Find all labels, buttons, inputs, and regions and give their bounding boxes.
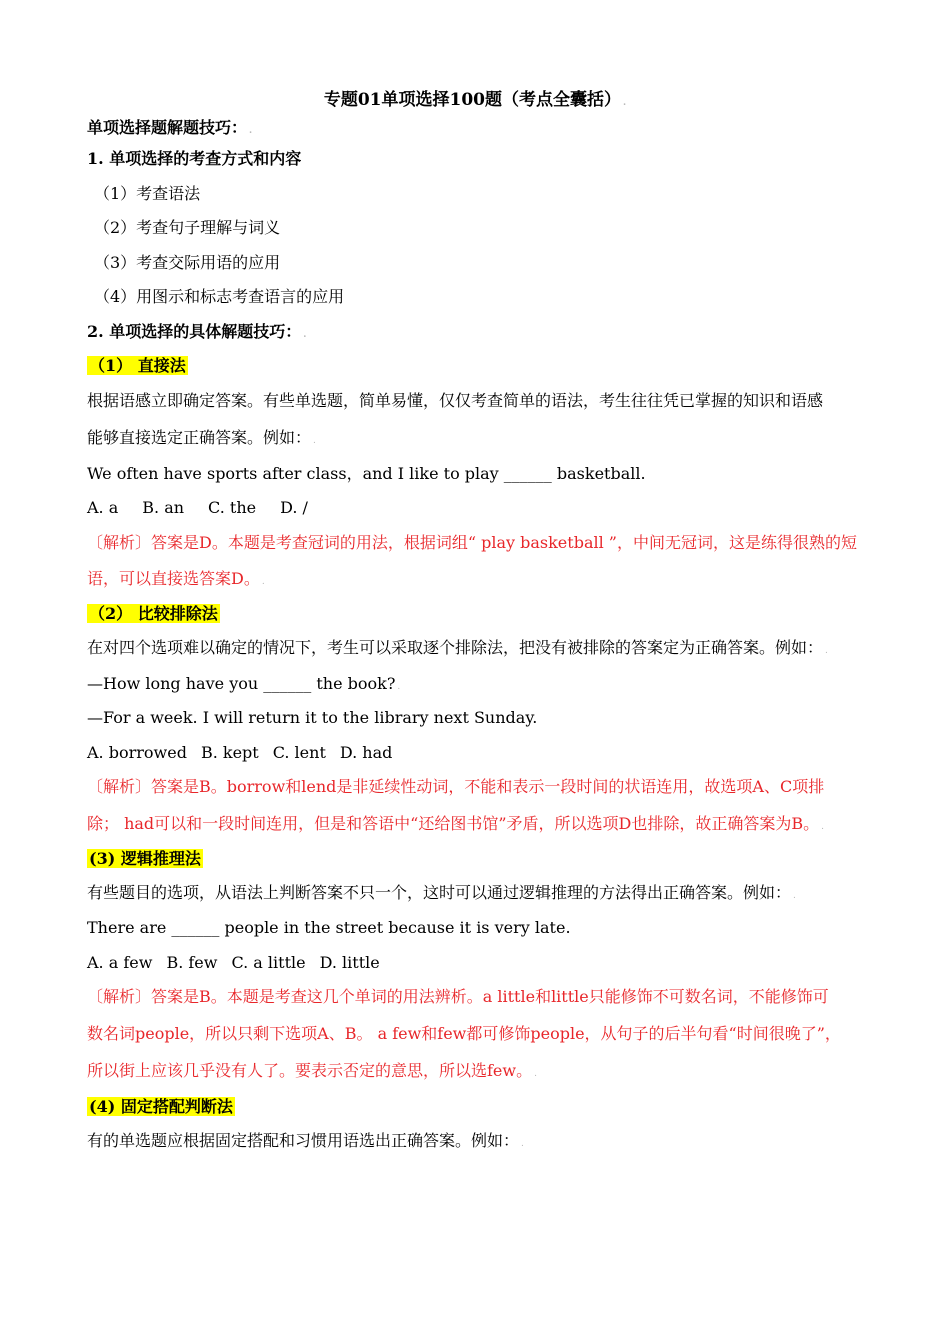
section1-heading: 1. 单项选择的考查方式和内容 — [87, 149, 302, 168]
method1-analysis: 语，可以直接选答案D。 . — [87, 569, 265, 588]
method1-options — [87, 497, 332, 519]
page-title: 专题01单项选择100题（考点全囊括） . — [323, 90, 627, 110]
method3-analysis: 〔解析〕答案是B。本题是考查这几个单词的用法辨析。a little和little只能修饰不可数名词，不能修饰可 — [87, 987, 829, 1006]
method1-label: （1） 直接法 — [89, 356, 186, 375]
method4-label: (4) 固定搭配判断法 — [89, 1097, 233, 1116]
method2-analysis: 除； had可以和一段时间连用，但是和答语中“还给图书馆”矛盾，所以选项D也排除，故正确答案为B。 . — [87, 814, 824, 833]
option: A. a — [87, 498, 119, 517]
option: B. few — [166, 953, 218, 972]
method1-question: We often have sports after class，and I like to play ______ basketball. — [87, 464, 646, 483]
method1-description: 根据语感立即确定答案。有些单选题，简单易懂，仅仅考查简单的语法，考生往往凭已掌握的知识和语感 — [87, 391, 824, 410]
method3-options — [87, 952, 394, 974]
option: D. / — [280, 498, 308, 517]
intro-heading: 单项选择题解题技巧： . — [87, 118, 253, 137]
option: C. the — [208, 498, 257, 517]
section2-heading: 2. 单项选择的具体解题技巧： . — [87, 322, 307, 341]
section1-item: （3）考查交际用语的应用 — [94, 253, 281, 272]
option: D. had — [339, 743, 393, 762]
option: C. lent — [272, 743, 326, 762]
method1-analysis: 〔解析〕答案是D。本题是考查冠词的用法，根据词组“ play basketball ”，中间无冠词，这是练得很熟的短 — [87, 533, 857, 552]
method2-options — [87, 742, 406, 764]
section1-item: （2）考查句子理解与词义 — [94, 218, 281, 237]
method4-description: 有的单选题应根据固定搭配和习惯用语选出正确答案。例如： . — [87, 1131, 524, 1150]
method3-label: (3) 逻辑推理法 — [89, 849, 201, 868]
method1-description: 能够直接选定正确答案。例如： . — [87, 428, 316, 447]
section1-item: （1）考查语法 — [94, 184, 201, 203]
option: B. kept — [200, 743, 259, 762]
method2-question: —How long have you ______ the book? . — [87, 674, 401, 693]
option: A. borrowed — [87, 743, 187, 762]
option: D. little — [319, 953, 380, 972]
section1-item: （4）用图示和标志考查语言的应用 — [94, 287, 345, 306]
method2-analysis: 〔解析〕答案是B。borrow和lend是非延续性动词，不能和表示一段时间的状语连用，故选项A、C项排 — [87, 777, 825, 796]
method3-analysis: 数名词people，所以只剩下选项A、B。 a few和few都可修饰people，从句子的后半句看“时间很晚了”， — [87, 1024, 841, 1043]
method3-question: There are ______ people in the street because it is very late. — [87, 918, 571, 937]
option: A. a few — [87, 953, 153, 972]
method3-analysis: 所以街上应该几乎没有人了。要表示否定的意思，所以选few。 . — [87, 1061, 537, 1080]
method3-description: 有些题目的选项，从语法上判断答案不只一个，这时可以通过逻辑推理的方法得出正确答案。例如： . — [87, 883, 796, 902]
option: B. an — [142, 498, 185, 517]
method2-label: （2） 比较排除法 — [89, 604, 218, 623]
method2-question: —For a week. I will return it to the library next Sunday. — [87, 708, 538, 727]
method2-description: 在对四个选项难以确定的情况下，考生可以采取逐个排除法，把没有被排除的答案定为正确答案。例如： . — [87, 638, 828, 657]
option: C. a little — [231, 953, 306, 972]
